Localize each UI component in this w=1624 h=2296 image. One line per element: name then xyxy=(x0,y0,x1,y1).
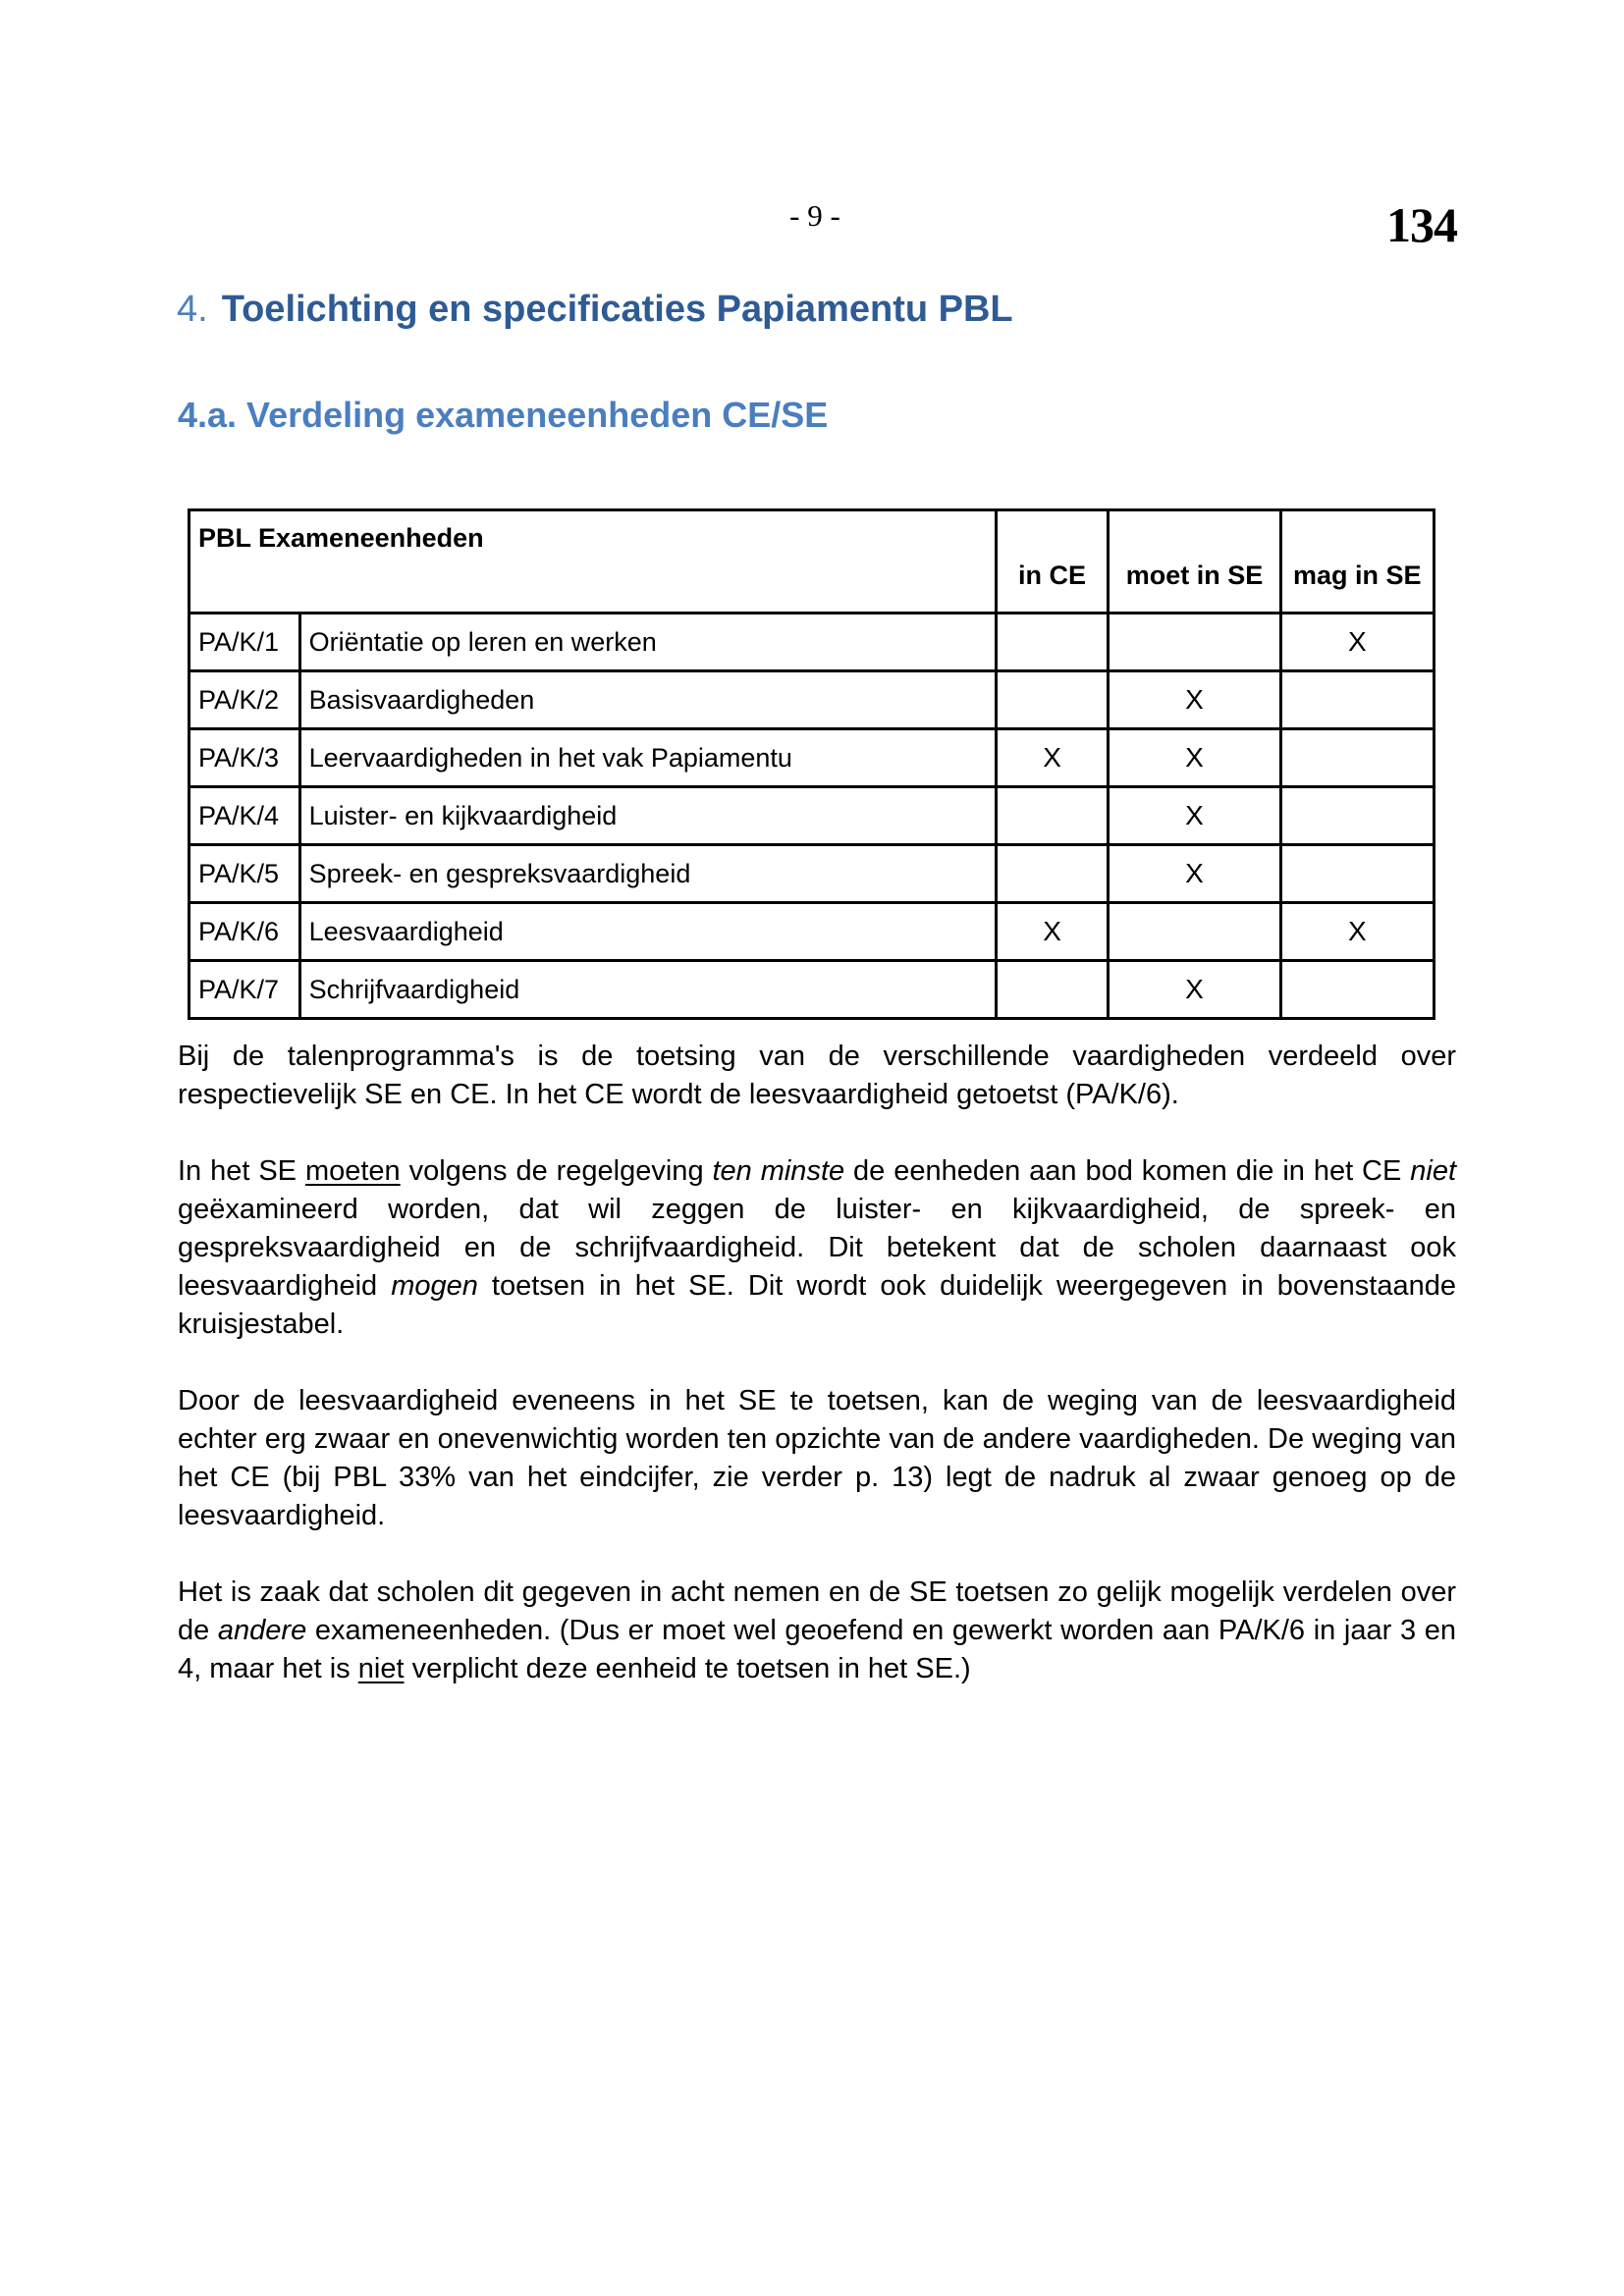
italic-text: mogen xyxy=(391,1270,478,1302)
mag-in-se-cell: X xyxy=(1280,903,1434,961)
unit-code-cell: PA/K/3 xyxy=(189,729,300,787)
paragraph-1: Bij de talenprogramma's is de toetsing van de verschillende vaardigheden verdeeld over respectievelijk SE en CE. In het CE wordt de leesvaardigheid getoetst (PA/K/6). xyxy=(178,1041,1456,1110)
exam-units-table xyxy=(188,508,1435,1020)
table-row xyxy=(189,961,1435,1019)
moet-in-se-cell: X xyxy=(1109,845,1280,903)
table-body xyxy=(189,614,1435,1019)
unit-code-cell: PA/K/4 xyxy=(189,787,300,845)
table-row xyxy=(189,787,1435,845)
header-units: PBL Exameneenheden xyxy=(189,510,997,614)
unit-code-cell: PA/K/5 xyxy=(189,845,300,903)
italic-text: andere xyxy=(217,1615,307,1646)
header-moet-in-se: moet in SE xyxy=(1109,510,1280,614)
mag-in-se-cell: X xyxy=(1280,614,1434,671)
moet-in-se-cell: X xyxy=(1109,787,1280,845)
in-ce-cell: X xyxy=(996,729,1109,787)
unit-code-cell: PA/K/7 xyxy=(189,961,300,1019)
unit-name-cell: Oriëntatie op leren en werken xyxy=(299,614,996,671)
page-center-number: - 9 - xyxy=(789,198,840,233)
moet-in-se-cell: X xyxy=(1109,729,1280,787)
in-ce-cell xyxy=(996,671,1109,729)
text-run: toetsen in het SE. Dit wordt ook duidelijk weergegeven in bovenstaande kruisjestabel. xyxy=(178,1270,1456,1340)
in-ce-cell xyxy=(996,961,1109,1019)
page-number: 134 xyxy=(1386,197,1457,252)
mag-in-se-cell xyxy=(1280,729,1434,787)
table-row xyxy=(189,614,1435,671)
text-run: In het SE xyxy=(178,1155,305,1187)
unit-code-cell: PA/K/1 xyxy=(189,614,300,671)
unit-name-cell: Schrijfvaardigheid xyxy=(299,961,996,1019)
mag-in-se-cell xyxy=(1280,961,1434,1019)
table-row xyxy=(189,845,1435,903)
unit-name-cell: Luister- en kijkvaardigheid xyxy=(299,787,996,845)
text-run: geëxamineerd worden, dat wil zeggen de luister- en kijkvaardigheid, de spreek- en gespreksvaardigheid en de schrijfvaardigheid. Dit betekent dat de scholen daarnaast ook leesvaardigheid xyxy=(178,1194,1456,1302)
paragraph-2 xyxy=(178,1152,1456,1344)
mag-in-se-cell xyxy=(1280,787,1434,845)
section-heading xyxy=(177,289,1013,331)
unit-name-cell: Basisvaardigheden xyxy=(299,671,996,729)
in-ce-cell xyxy=(996,787,1109,845)
mag-in-se-cell xyxy=(1280,845,1434,903)
unit-name-cell: Spreek- en gespreksvaardigheid xyxy=(299,845,996,903)
table-row xyxy=(189,729,1435,787)
text-run: Het is zaak dat scholen dit gegeven in acht nemen en de SE toetsen zo gelijk mogelijk verdelen over de xyxy=(178,1576,1456,1646)
section-title: Toelichting en specificaties Papiamentu PBL xyxy=(221,289,1013,330)
unit-name-cell: Leesvaardigheid xyxy=(299,903,996,961)
italic-text: niet xyxy=(1410,1155,1457,1187)
in-ce-cell xyxy=(996,845,1109,903)
table-row xyxy=(189,671,1435,729)
moet-in-se-cell xyxy=(1109,903,1280,961)
moet-in-se-cell xyxy=(1109,614,1280,671)
paragraph-4 xyxy=(178,1574,1456,1688)
table-header-row xyxy=(189,510,1435,614)
italic-text: ten minste xyxy=(712,1155,845,1187)
paragraph-3: Door de leesvaardigheid eveneens in het SE te toetsen, kan de weging van de leesvaardigheid echter erg zwaar en onevenwichtig worden ten opzichte van de andere vaardigheden. De weging van het CE (bij PBL 33% van het eindcijfer, zie verder p. 13) legt de nadruk al zwaar genoeg op de leesvaardigheid. xyxy=(178,1385,1456,1531)
moet-in-se-cell: X xyxy=(1109,961,1280,1019)
unit-code-cell: PA/K/6 xyxy=(189,903,300,961)
in-ce-cell xyxy=(996,614,1109,671)
underlined-text: niet xyxy=(357,1653,405,1684)
in-ce-cell: X xyxy=(996,903,1109,961)
header-mag-in-se: mag in SE xyxy=(1280,510,1434,614)
text-run: exameneenheden. (Dus er moet wel geoefend en gewerkt worden aan PA/K/6 in jaar 3 en 4, maar het is xyxy=(178,1615,1456,1684)
underlined-text: moeten xyxy=(304,1155,401,1187)
text-run: verplicht deze eenheid te toetsen in het SE.) xyxy=(404,1653,971,1684)
mag-in-se-cell xyxy=(1280,671,1434,729)
text-run: de eenheden aan bod komen die in het CE xyxy=(844,1155,1411,1187)
moet-in-se-cell: X xyxy=(1109,671,1280,729)
unit-code-cell: PA/K/2 xyxy=(189,671,300,729)
subsection-heading: 4.a. Verdeling exameneenheden CE/SE xyxy=(178,395,829,435)
section-number: 4. xyxy=(177,289,208,330)
unit-name-cell: Leervaardigheden in het vak Papiamentu xyxy=(299,729,996,787)
header-in-ce: in CE xyxy=(996,510,1109,614)
text-run: volgens de regelgeving xyxy=(400,1155,713,1187)
table-row xyxy=(189,903,1435,961)
